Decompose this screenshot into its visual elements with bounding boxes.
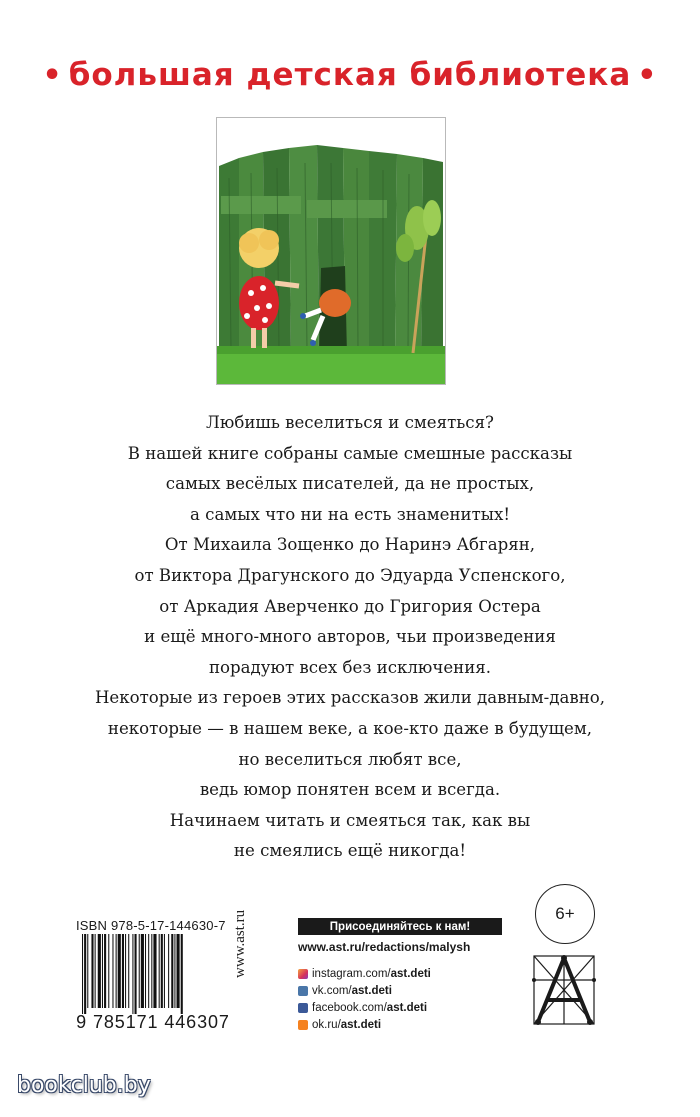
blurb-line: Некоторые из героев этих рассказов жили давным-давно, — [94, 688, 606, 708]
social-handle: ast.deti — [390, 967, 431, 980]
social-link-vk[interactable] — [298, 982, 528, 999]
age-rating-badge: 6+ — [535, 884, 595, 944]
series-dot-right: • — [637, 57, 658, 93]
blurb-line: Начинаем читать и смеяться так, как вы — [169, 810, 531, 830]
blurb-line: самых весёлых писателей, да не простых, — [165, 474, 535, 494]
blurb-line: но веселиться любят все, — [238, 749, 462, 769]
social-prefix: vk.com/ — [312, 984, 352, 997]
watermark: bookclub.by — [17, 1073, 151, 1098]
blurb-line: ведь юмор понятен всем и всегда. — [199, 780, 501, 800]
ast-url-link[interactable]: www.ast.ru/redactions/malysh — [298, 940, 471, 954]
series-title-text: большая детская библиотека — [68, 57, 632, 93]
social-prefix: instagram.com/ — [312, 967, 391, 980]
series-title — [0, 50, 700, 100]
ast-logo-icon — [528, 950, 600, 1030]
ok-icon — [298, 1020, 308, 1030]
join-us-banner: Присоединяйтесь к нам! — [298, 918, 502, 935]
blurb-line: и ещё много-много авторов, чьи произведения — [144, 627, 556, 647]
ast-site-vertical[interactable]: www.ast.ru — [232, 909, 248, 978]
social-prefix: ok.ru/ — [312, 1018, 341, 1031]
social-handle: ast.deti — [351, 984, 392, 997]
vk-icon — [298, 986, 308, 996]
social-handle: ast.deti — [386, 1001, 428, 1014]
cover-illustration — [216, 117, 446, 385]
series-dot-left: • — [42, 57, 63, 93]
social-link-ok[interactable] — [298, 1016, 528, 1033]
isbn-label: ISBN 978-5-17-144630-7 — [76, 918, 226, 933]
blurb-line: от Виктора Драгунского до Эдуарда Успенского, — [134, 565, 566, 585]
blurb-line: не смеялись ещё никогда! — [233, 841, 467, 861]
blurb-text — [40, 408, 660, 867]
blurb-line: от Аркадия Аверченко до Григория Остера — [159, 596, 541, 616]
barcode-icon — [80, 934, 226, 1014]
ast-logo — [528, 950, 600, 1030]
barcode-number: 9 785171 446307 — [76, 1012, 230, 1032]
social-prefix: facebook.com/ — [312, 1001, 387, 1014]
instagram-icon — [298, 969, 308, 979]
barcode — [80, 934, 226, 1014]
blurb-line: порадуют всех без исключения. — [208, 657, 492, 677]
facebook-icon — [298, 1003, 308, 1013]
social-links — [298, 965, 528, 1033]
social-link-instagram[interactable] — [298, 965, 528, 982]
social-link-facebook[interactable] — [298, 999, 528, 1016]
blurb-line: Любишь веселиться и смеяться? — [206, 413, 494, 432]
blurb-line: От Михаила Зощенко до Наринэ Абгарян, — [164, 535, 536, 555]
girl-at-fence-illustration — [217, 118, 445, 384]
blurb-line: некоторые — в нашем веке, а кое-кто даже в будущем, — [107, 718, 593, 738]
social-handle: ast.deti — [340, 1018, 382, 1031]
blurb-line: В нашей книге собраны самые смешные рассказы — [127, 443, 573, 463]
blurb-line: а самых что ни на есть знаменитых! — [189, 504, 510, 524]
